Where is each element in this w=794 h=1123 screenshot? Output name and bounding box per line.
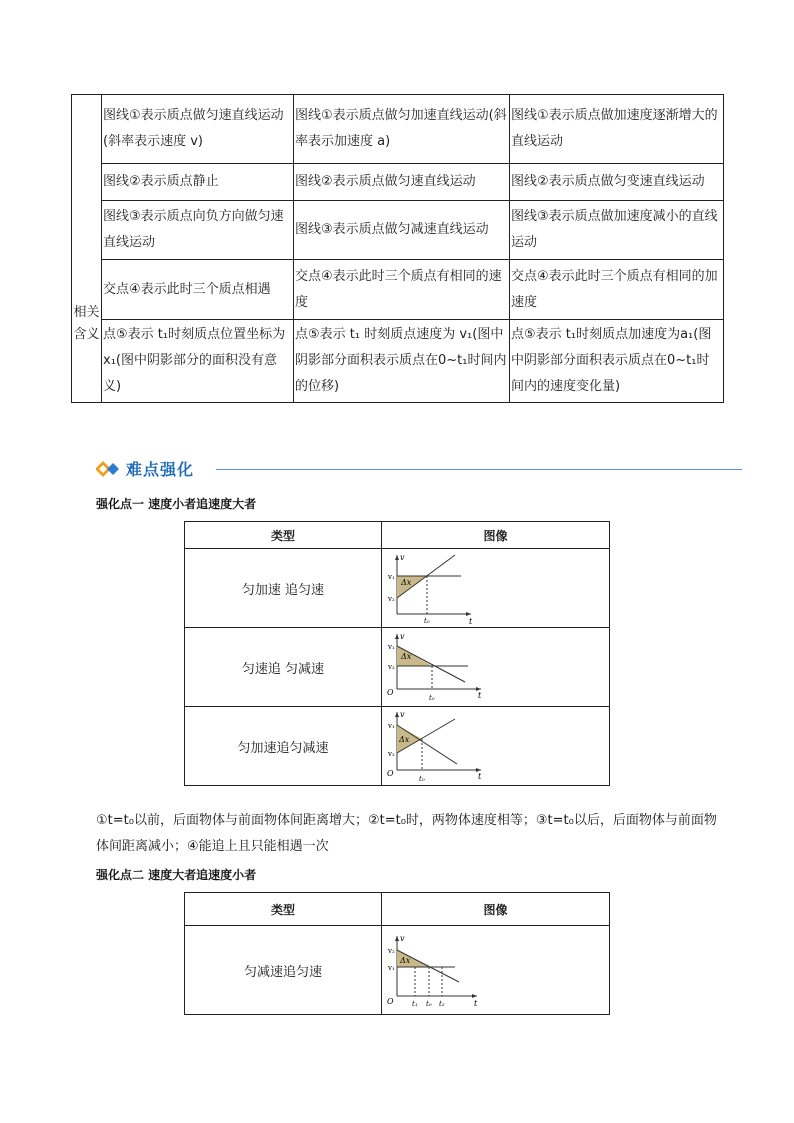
graph-cell bbox=[382, 549, 610, 628]
meaning-cell: 点⑤表示 t₁时刻质点位置坐标为 x₁(图中阴影部分的面积没有意 义) bbox=[102, 320, 294, 403]
point2-title: 强化点二 速度大者追速度小者 bbox=[96, 868, 257, 882]
v1-label: v₁ bbox=[388, 721, 395, 730]
meaning-cell: 图线③表示质点向负方向做匀速直线运动 bbox=[102, 201, 294, 260]
header-graph: 图像 bbox=[382, 893, 610, 926]
origin-label: O bbox=[387, 768, 394, 778]
meaning-cell: 点⑤表示 t₁ 时刻质点速度为 v₁(图中阴影部分面积表示质点在0~t₁时间内的位移) bbox=[294, 320, 510, 403]
meaning-cell: 图线③表示质点做加速度减小的直线运动 bbox=[510, 201, 724, 260]
vt-graph bbox=[385, 631, 485, 704]
side-label-cell bbox=[72, 95, 102, 403]
delta-x-label: Δx bbox=[400, 956, 411, 965]
section-header bbox=[96, 455, 742, 483]
meaning-cell: 交点④表示此时三个质点相遇 bbox=[102, 260, 294, 320]
header-type: 类型 bbox=[185, 522, 382, 549]
t1-label: t₁ bbox=[412, 1000, 418, 1008]
meaning-cell: 点⑤表示 t₁时刻质点加速度为a₁(图中阴影部分面积表示质点在0~t₁时间内的速度变化量) bbox=[510, 320, 724, 403]
chase-table-slow bbox=[184, 521, 610, 786]
t0-label: t₀ bbox=[426, 1000, 432, 1008]
axis-v-label: v bbox=[400, 934, 405, 943]
graph-cell bbox=[382, 628, 610, 707]
note-paragraph: ①t=t₀以前，后面物体与前面物体间距离增大；②t=t₀时，两物体速度相等；③t=t₀以后，后面物体与前面物体间距离减小；④能追上且只能相遇一次 bbox=[96, 813, 717, 854]
meaning-cell: 图线②表示质点做匀速直线运动 bbox=[294, 164, 510, 201]
v2-label: v₂ bbox=[388, 594, 395, 603]
meaning-cell: 图线②表示质点做匀变速直线运动 bbox=[510, 164, 724, 201]
section-title: 难点强化 bbox=[126, 460, 195, 479]
axis-v-label: v bbox=[400, 709, 405, 719]
meaning-cell: 图线①表示质点做加速度逐渐增大的直线运动 bbox=[510, 95, 724, 164]
v2-label: v₂ bbox=[388, 662, 395, 671]
v1-label: v₁ bbox=[388, 572, 395, 581]
meaning-table bbox=[71, 94, 724, 403]
v2-label: v₂ bbox=[388, 947, 395, 955]
vt-graph bbox=[385, 930, 481, 1010]
delta-x-label: Δx bbox=[401, 577, 412, 587]
vt-graph bbox=[385, 709, 485, 784]
meaning-cell: 图线②表示质点静止 bbox=[102, 164, 294, 201]
t0-label: t₀ bbox=[429, 693, 435, 702]
t0-label: t₀ bbox=[419, 774, 425, 783]
meaning-cell: 交点④表示此时三个质点有相同的速度 bbox=[294, 260, 510, 320]
side-label: 相关含义 bbox=[73, 305, 100, 342]
axis-v-label: v bbox=[400, 552, 405, 562]
type-label: 匀减速追匀速 bbox=[185, 926, 382, 1015]
diamond-icon bbox=[96, 460, 122, 478]
graph-cell bbox=[382, 707, 610, 786]
origin-label: O bbox=[387, 997, 394, 1006]
v2-label: v₂ bbox=[388, 749, 395, 758]
delta-x-label: Δx bbox=[401, 651, 412, 661]
meaning-cell: 图线①表示质点做匀速直线运动(斜率表示速度 v) bbox=[102, 95, 294, 164]
header-type: 类型 bbox=[185, 893, 382, 926]
point1-title: 强化点一 速度小者追速度大者 bbox=[96, 497, 257, 511]
section-divider bbox=[216, 469, 742, 470]
type-label: 匀加速追匀减速 bbox=[185, 707, 382, 786]
meaning-cell: 图线①表示质点做匀加速直线运动(斜率表示加速度 a) bbox=[294, 95, 510, 164]
header-graph: 图像 bbox=[382, 522, 610, 549]
t2-label: t₂ bbox=[439, 1000, 445, 1008]
chase-table-fast bbox=[184, 892, 610, 1015]
axis-t-label: t bbox=[478, 771, 482, 781]
meaning-cell: 交点④表示此时三个质点有相同的加速度 bbox=[510, 260, 724, 320]
axis-t-label: t bbox=[474, 999, 478, 1008]
vt-graph bbox=[385, 552, 475, 625]
type-label: 匀加速 追匀速 bbox=[185, 549, 382, 628]
delta-x-label: Δx bbox=[399, 734, 410, 744]
v1-label: v₁ bbox=[388, 964, 395, 972]
axis-t-label: t bbox=[478, 690, 482, 700]
type-label: 匀速追 匀减速 bbox=[185, 628, 382, 707]
axis-t-label: t bbox=[469, 616, 473, 625]
origin-label: O bbox=[387, 687, 394, 697]
t0-label: t₀ bbox=[424, 616, 430, 625]
axis-v-label: v bbox=[400, 631, 405, 641]
v1-label: v₁ bbox=[388, 642, 395, 651]
graph-cell bbox=[382, 926, 610, 1015]
meaning-cell: 图线③表示质点做匀减速直线运动 bbox=[294, 201, 510, 260]
